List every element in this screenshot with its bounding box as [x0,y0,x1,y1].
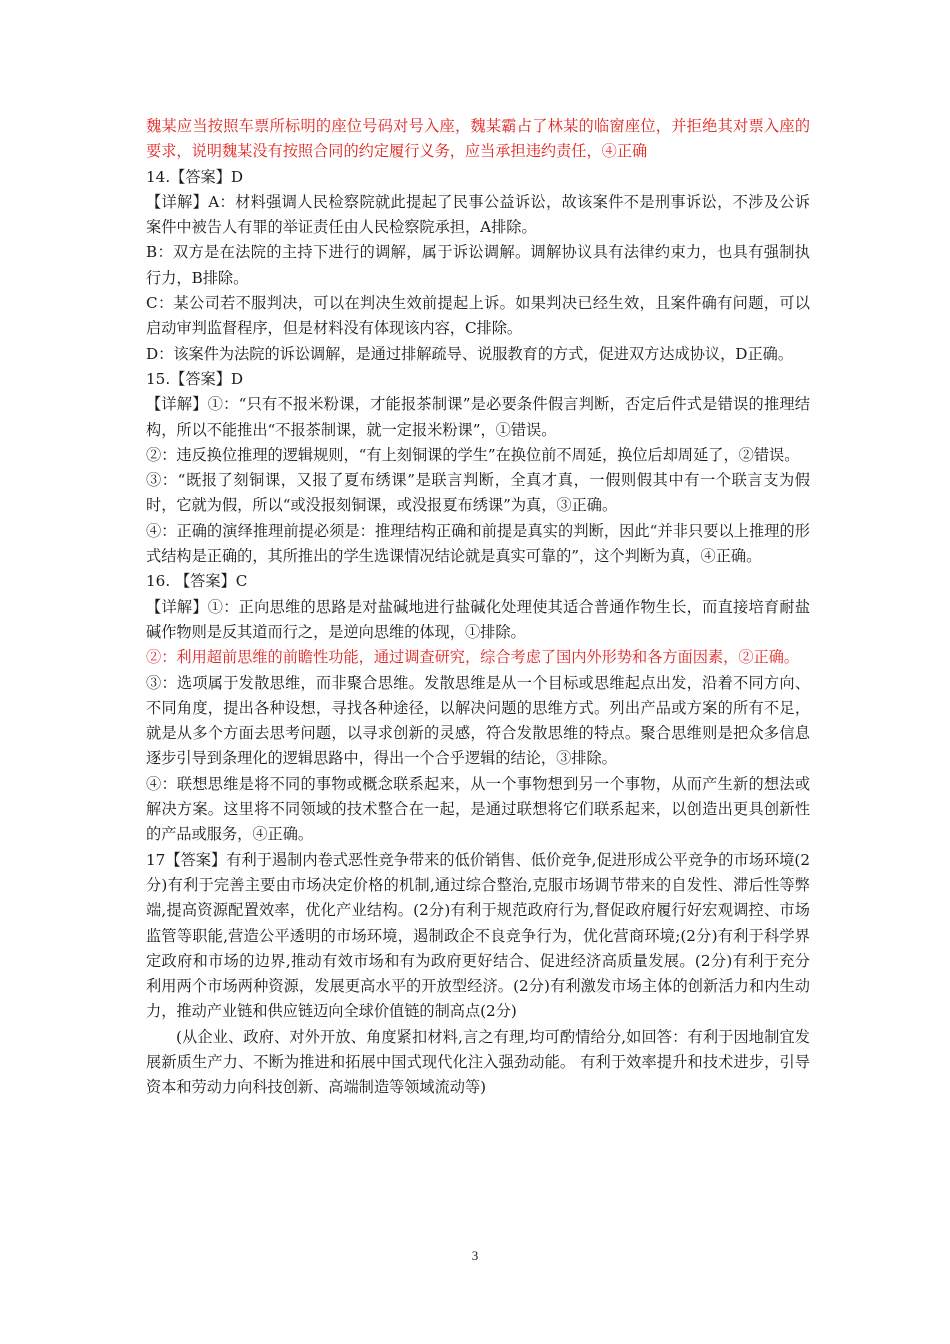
explanation-16-4: ④：联想思维是将不同的事物或概念联系起来，从一个事物想到另一个事物，从而产生新的想法或解决方案。这里将不同领域的技术整合在一起，是通过联想将它们联系起来，以创造出更具创新性的产品或服务，④正确。 [146,774,810,844]
explanation-14-a: 【详解】A：材料强调人民检察院就此提起了民事公益诉讼，故该案件不是刑事诉讼，不涉及公诉案件中被告人有罪的举证责任由人民检察院承担，A排除。 [146,192,810,237]
answer-14: 14.【答案】D [146,167,244,186]
paragraph-13-conclusion: 魏某应当按照车票所标明的座位号码对号入座，魏某霸占了林某的临窗座位，并拒绝其对票入座的要求，说明魏某没有按照合同的约定履行义务，应当承担违约责任，④正确 [146,117,810,161]
explanation-15-4: ④：正确的演绎推理前提必须是：推理结构正确和前提是真实的判断，因此“并非只要以上推理的形式结构是正确的，其所推出的学生选课情况结论就是真实可靠的”，这个判断为真，④正确。 [146,521,810,566]
explanation-15-3: ③：“既报了刻铜课，又报了夏布绣课”是联言判断，全真才真，一假则假其中有一个联言支为假时，它就为假，所以“或没报刻铜课，或没报夏布绣课”为真，③正确。 [146,471,810,515]
explanation-14-b: B：双方是在法院的主持下进行的调解，属于诉讼调解。调解协议具有法律约束力，也具有强制执行力，B排除。 [146,243,810,287]
explanation-16-3: ③：选项属于发散思维，而非聚合思维。发散思维是从一个目标或思维起点出发，沿着不同方向、不同角度，提出各种设想，寻找各种途径，以解决问题的思维方式。列出产品或方案的所有不足，就是从多个方面去思考问题，以寻求创新的灵感，符合发散思维的特点。聚合思维则是把众多信息逐步引导到条理化的逻辑思路中，得出一个合乎逻辑的结论，③排除。 [146,673,810,768]
explanation-16-1: 【详解】①：正向思维的思路是对盐碱地进行盐碱化处理使其适合普通作物生长，而直接培育耐盐碱作物则是反其道而行之，是逆向思维的体现，①排除。 [146,597,810,641]
answer-17-note: (从企业、政府、对外开放、角度紧扣材料,言之有理,均可酌情给分,如回答：有利于因地制宜发展新质生产力、不断为推进和拓展中国式现代化注入强劲动能。 有利于效率提升和技术进步，引导资本和劳动力向科技创新、高端制造等领域流动等) [146,1027,810,1097]
answer-16: 16. 【答案】C [146,572,248,591]
explanation-14-c: C：某公司若不服判决，可以在判决生效前提起上诉。如果判决已经生效，且案件确有问题，可以启动审判监督程序，但是材料没有体现该内容，C排除。 [146,294,810,338]
answer-17: 17【答案】有利于遏制内卷式恶性竞争带来的低价销售、低价竞争,促进形成公平竞争的市场环境(2分)有利于完善主要由市场决定价格的机制,通过综合整治,克服市场调节带来的自发性、滞后性等弊端,提高资源配置效率，优化产业结构。(2分)有利于规范政府行为,督促政府履行好宏观调控、市场监管等职能,营造公平透明的市场环境，遏制政企不良竞争行为，优化营商环境;(2分)有利于科学界定政府和市场的边界,推动有效市场和有为政府更好结合、促进经济高质量发展。(2分)有利于充分利用两个市场两种资源，发展更高水平的开放型经济。(2分)有利激发市场主体的创新活力和内生动力，推动产业链和供应链迈向全球价值链的制高点(2分) [146,850,810,1021]
explanation-15-2: ②：违反换位推理的逻辑规则，“有上刻铜课的学生”在换位前不周延，换位后却周延了，②错误。 [146,445,800,464]
explanation-15-1: 【详解】①：“只有不报米粉课，才能报茶制课”是必要条件假言判断，否定后件式是错误的推理结构，所以不能推出“不报茶制课，就一定报米粉课”，①错误。 [146,395,810,439]
explanation-14-d: D：该案件为法院的诉讼调解，是通过排解疏导、说服教育的方式，促进双方达成协议，D正确。 [146,344,794,363]
page-number: 3 [471,1248,479,1263]
document-body [146,114,810,1101]
answer-15: 15.【答案】D [146,369,244,388]
explanation-16-2: ②：利用超前思维的前瞻性功能，通过调查研究，综合考虑了国内外形势和各方面因素，②正确。 [146,648,800,667]
